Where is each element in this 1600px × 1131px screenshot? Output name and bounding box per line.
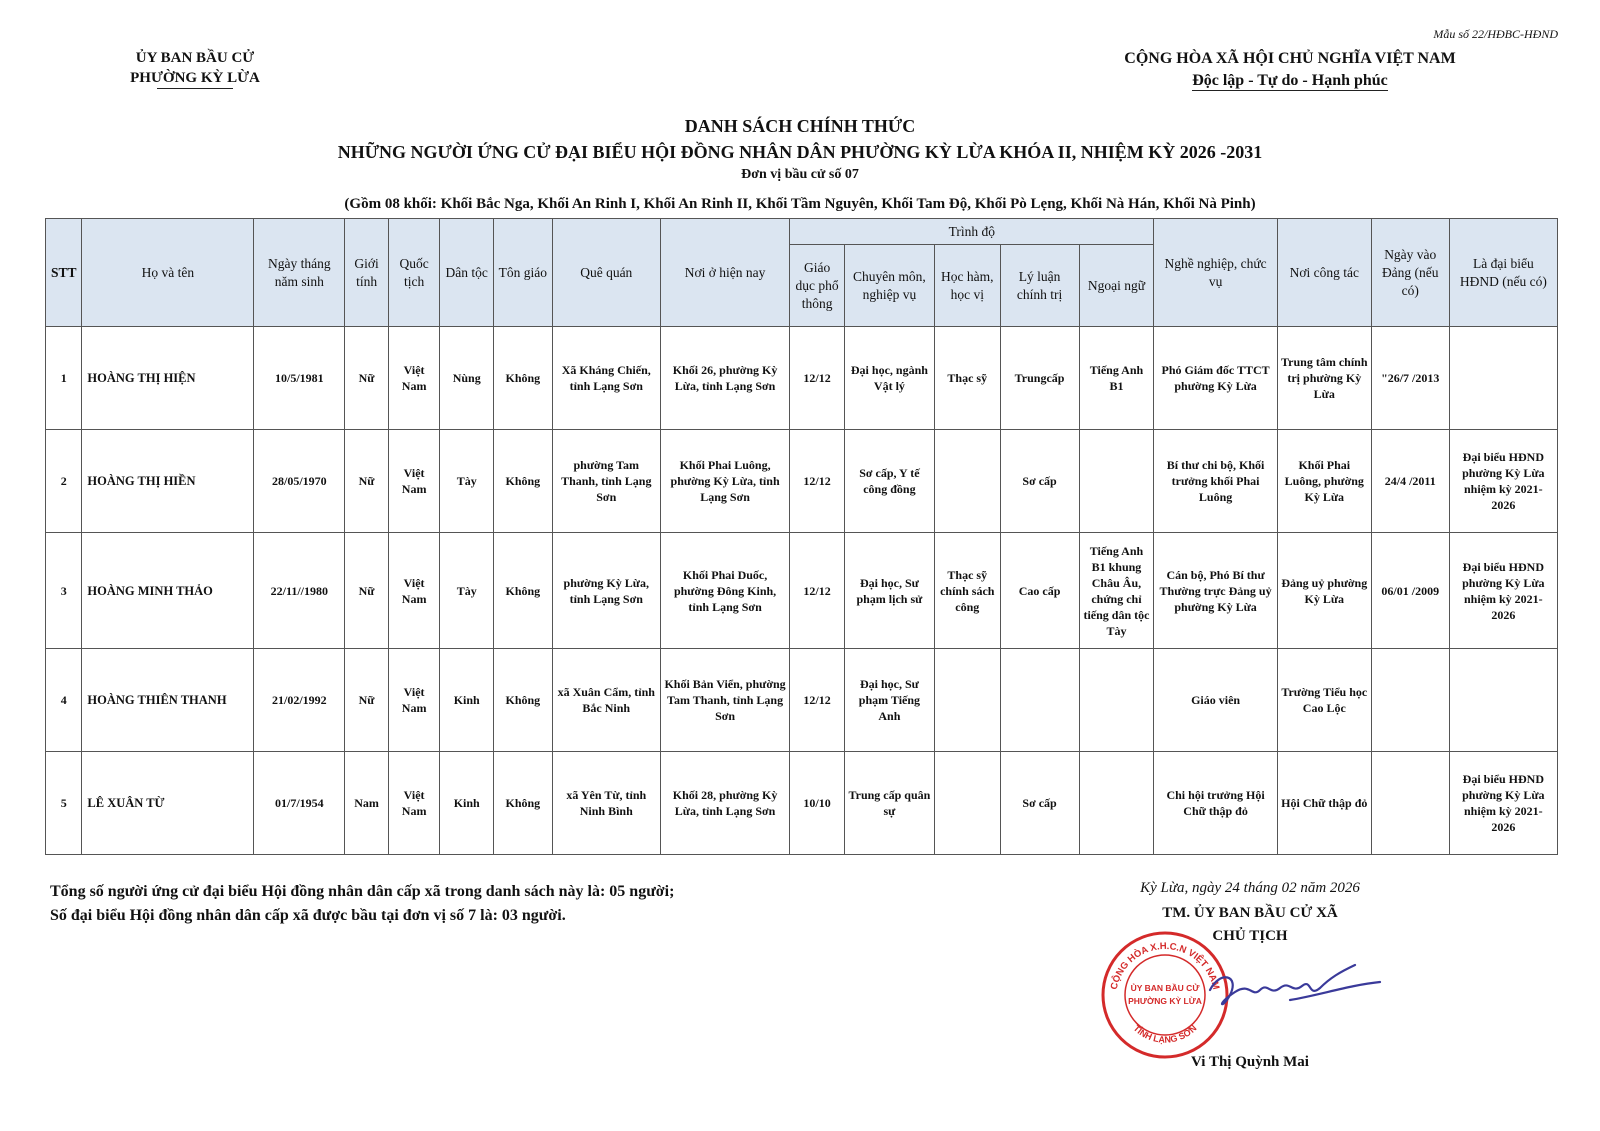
cell-stt: 4 (46, 649, 82, 752)
issuer-line2: PHƯỜNG KỲ LỪA (130, 70, 260, 86)
cell-ethnicity: Tày (440, 533, 494, 649)
form-number: Mẫu số 22/HĐBC-HĐND (1433, 27, 1558, 41)
title-line4: (Gồm 08 khối: Khối Bắc Nga, Khối An Rinh I, Khối An Rinh II, Khối Tầm Nguyên, Khối Tam Độ, Khối Pò Lẹng, Khối Nà Hán, Khối Nà Pinh) (344, 196, 1256, 212)
cell-nationality: Việt Nam (388, 649, 440, 752)
cell-academic (934, 752, 1000, 855)
cell-language (1079, 752, 1154, 855)
cell-religion: Không (494, 327, 553, 430)
table-row (46, 327, 1558, 430)
cell-language: Tiếng Anh B1 (1079, 327, 1154, 430)
cell-name: HOÀNG MINH THẢO (82, 533, 254, 649)
cell-hometown: phường Kỳ Lừa, tỉnh Lạng Sơn (552, 533, 660, 649)
cell-ethnicity: Nùng (440, 327, 494, 430)
cell-party-date (1371, 752, 1449, 855)
summary-elected: Số đại biểu Hội đồng nhân dân cấp xã được bầu tại đơn vị số 7 là: 03 người. (50, 907, 566, 924)
national-title: CỘNG HÒA XÃ HỘI CHỦ NGHĨA VIỆT NAM (1124, 50, 1456, 67)
cell-gender: Nữ (345, 430, 388, 533)
sign-position: CHỦ TỊCH (1212, 928, 1288, 944)
cell-stt: 5 (46, 752, 82, 855)
seal-outer-text: CỘNG HÒA X.H.C.N VIỆT NAM (1108, 940, 1222, 991)
cell-general-edu: 12/12 (790, 430, 845, 533)
cell-workplace: Trung tâm chính trị phường Kỳ Lừa (1277, 327, 1371, 430)
summary-total: Tổng số người ứng cử đại biểu Hội đồng nhân dân cấp xã trong danh sách này là: 05 người; (50, 883, 675, 900)
col-residence: Nơi ở hiện nay (660, 219, 789, 327)
cell-general-edu: 12/12 (790, 533, 845, 649)
seal-inner-line2: PHƯỜNG KỲ LỪA (1128, 996, 1202, 1006)
cell-hometown: phường Tam Thanh, tỉnh Lạng Sơn (552, 430, 660, 533)
cell-workplace: Khối Phai Luông, phường Kỳ Lừa (1277, 430, 1371, 533)
title-line1: DANH SÁCH CHÍNH THỨC (684, 116, 916, 136)
cell-workplace: Trường Tiểu học Cao Lộc (1277, 649, 1371, 752)
cell-religion: Không (494, 430, 553, 533)
cell-religion: Không (494, 752, 553, 855)
col-party-date: Ngày vào Đảng (nếu có) (1371, 219, 1449, 327)
cell-occupation: Phó Giám đốc TTCT phường Kỳ Lừa (1154, 327, 1277, 430)
cell-academic (934, 649, 1000, 752)
cell-general-edu: 12/12 (790, 327, 845, 430)
cell-general-edu: 12/12 (790, 649, 845, 752)
sign-org: TM. ỦY BAN BẦU CỬ XÃ (1162, 905, 1338, 921)
cell-residence: Khối Bản Viển, phường Tam Thanh, tỉnh Lạng Sơn (660, 649, 789, 752)
cell-delegate (1449, 327, 1557, 430)
cell-language (1079, 430, 1154, 533)
cell-delegate: Đại biểu HĐND phường Kỳ Lừa nhiệm kỳ 2021-2026 (1449, 752, 1557, 855)
cell-gender: Nữ (345, 533, 388, 649)
col-workplace: Nơi công tác (1277, 219, 1371, 327)
seal-bottom-text: TỈNH LẠNG SƠN (1131, 1022, 1199, 1045)
cell-specialty: Trung cấp quân sự (844, 752, 934, 855)
cell-political: Sơ cấp (1000, 752, 1079, 855)
cell-gender: Nữ (345, 327, 388, 430)
col-gender: Giới tính (345, 219, 388, 327)
cell-academic: Thạc sỹ (934, 327, 1000, 430)
cell-name: LÊ XUÂN TỪ (82, 752, 254, 855)
cell-general-edu: 10/10 (790, 752, 845, 855)
cell-workplace: Đảng uỷ phường Kỳ Lừa (1277, 533, 1371, 649)
col-general-edu: Giáo dục phổ thông (790, 245, 845, 327)
candidate-table (45, 218, 1558, 855)
cell-nationality: Việt Nam (388, 430, 440, 533)
cell-occupation: Giáo viên (1154, 649, 1277, 752)
cell-dob: 21/02/1992 (254, 649, 345, 752)
table-row (46, 649, 1558, 752)
title-line3: Đơn vị bầu cử số 07 (741, 167, 859, 182)
cell-delegate: Đại biểu HĐND phường Kỳ Lừa nhiệm kỳ 2021-2026 (1449, 430, 1557, 533)
cell-delegate: Đại biểu HĐND phường Kỳ Lừa nhiệm kỳ 2021-2026 (1449, 533, 1557, 649)
cell-stt: 2 (46, 430, 82, 533)
table-row (46, 752, 1558, 855)
col-group-level: Trình độ (790, 219, 1154, 245)
col-specialty: Chuyên môn, nghiệp vụ (844, 245, 934, 327)
national-motto: Độc lập - Tự do - Hạnh phúc (1192, 72, 1388, 89)
national-header (1100, 48, 1480, 92)
col-occupation: Nghề nghiệp, chức vụ (1154, 219, 1277, 327)
cell-religion: Không (494, 533, 553, 649)
cell-dob: 01/7/1954 (254, 752, 345, 855)
cell-political (1000, 649, 1079, 752)
cell-residence: Khối Phai Luông, phường Kỳ Lừa, tỉnh Lạng Sơn (660, 430, 789, 533)
col-name: Họ và tên (82, 219, 254, 327)
cell-party-date: 06/01 /2009 (1371, 533, 1449, 649)
cell-nationality: Việt Nam (388, 327, 440, 430)
col-hometown: Quê quán (552, 219, 660, 327)
col-academic: Học hàm, học vị (934, 245, 1000, 327)
cell-party-date: 24/4 /2011 (1371, 430, 1449, 533)
cell-gender: Nam (345, 752, 388, 855)
cell-ethnicity: Tày (440, 430, 494, 533)
issuer-header (100, 48, 290, 89)
cell-nationality: Việt Nam (388, 533, 440, 649)
col-dob: Ngày tháng năm sinh (254, 219, 345, 327)
cell-religion: Không (494, 649, 553, 752)
cell-gender: Nữ (345, 649, 388, 752)
cell-occupation: Chi hội trưởng Hội Chữ thập đỏ (1154, 752, 1277, 855)
issuer-line1: ỦY BAN BẦU CỬ (135, 50, 255, 66)
cell-dob: 22/11//1980 (254, 533, 345, 649)
cell-stt: 3 (46, 533, 82, 649)
cell-ethnicity: Kinh (440, 752, 494, 855)
cell-name: HOÀNG THỊ HIỆN (82, 327, 254, 430)
handwritten-signature (1190, 950, 1390, 1030)
summary-block (50, 880, 674, 928)
cell-delegate (1449, 649, 1557, 752)
cell-nationality: Việt Nam (388, 752, 440, 855)
cell-hometown: xã Xuân Cẩm, tỉnh Bắc Ninh (552, 649, 660, 752)
cell-name: HOÀNG THIÊN THANH (82, 649, 254, 752)
document-title (0, 113, 1600, 215)
col-ethnicity: Dân tộc (440, 219, 494, 327)
col-language: Ngoại ngữ (1079, 245, 1154, 327)
cell-party-date (1371, 649, 1449, 752)
cell-occupation: Bí thư chi bộ, Khối trưởng khối Phai Luông (1154, 430, 1277, 533)
seal-inner-line1: ỦY BAN BẦU CỬ (1130, 983, 1200, 993)
cell-hometown: xã Yên Từ, tỉnh Ninh Bình (552, 752, 660, 855)
cell-political: Trungcấp (1000, 327, 1079, 430)
cell-language: Tiếng Anh B1 khung Châu Âu, chứng chỉ tiếng dân tộc Tày (1079, 533, 1154, 649)
cell-hometown: Xã Kháng Chiến, tỉnh Lạng Sơn (552, 327, 660, 430)
cell-stt: 1 (46, 327, 82, 430)
cell-specialty: Đại học, ngành Vật lý (844, 327, 934, 430)
issuer-underline (157, 88, 233, 89)
cell-academic: Thạc sỹ chính sách công (934, 533, 1000, 649)
col-political: Lý luận chính trị (1000, 245, 1079, 327)
cell-ethnicity: Kinh (440, 649, 494, 752)
title-line2: NHỮNG NGƯỜI ỨNG CỬ ĐẠI BIỂU HỘI ĐỒNG NHÂN DÂN PHƯỜNG KỲ LỪA KHÓA II, NHIỆM KỲ 2026 -2031 (337, 142, 1263, 162)
cell-political: Sơ cấp (1000, 430, 1079, 533)
cell-specialty: Sơ cấp, Y tế công đồng (844, 430, 934, 533)
cell-language (1079, 649, 1154, 752)
cell-specialty: Đại học, Sư phạm lịch sử (844, 533, 934, 649)
col-delegate: Là đại biểu HĐND (nếu có) (1449, 219, 1557, 327)
signer-name: Vi Thị Quỳnh Mai (1191, 1054, 1309, 1070)
sign-date: Kỳ Lừa, ngày 24 tháng 02 năm 2026 (1140, 880, 1360, 896)
table-row (46, 533, 1558, 649)
col-stt: STT (46, 219, 82, 327)
cell-residence: Khối 28, phường Kỳ Lừa, tỉnh Lạng Sơn (660, 752, 789, 855)
cell-political: Cao cấp (1000, 533, 1079, 649)
table-row (46, 430, 1558, 533)
col-nationality: Quốc tịch (388, 219, 440, 327)
cell-residence: Khối 26, phường Kỳ Lừa, tỉnh Lạng Sơn (660, 327, 789, 430)
cell-occupation: Cán bộ, Phó Bí thư Thường trực Đảng uỷ phường Kỳ Lừa (1154, 533, 1277, 649)
svg-text:TỈNH LẠNG SƠN (1132, 1023, 1199, 1045)
cell-workplace: Hội Chữ thập đỏ (1277, 752, 1371, 855)
cell-dob: 28/05/1970 (254, 430, 345, 533)
col-religion: Tôn giáo (494, 219, 553, 327)
cell-party-date: "26/7 /2013 (1371, 327, 1449, 430)
cell-name: HOÀNG THỊ HIỀN (82, 430, 254, 533)
cell-specialty: Đại học, Sư phạm Tiếng Anh (844, 649, 934, 752)
cell-residence: Khối Phai Duốc, phường Đông Kinh, tỉnh Lạng Sơn (660, 533, 789, 649)
cell-academic (934, 430, 1000, 533)
cell-dob: 10/5/1981 (254, 327, 345, 430)
